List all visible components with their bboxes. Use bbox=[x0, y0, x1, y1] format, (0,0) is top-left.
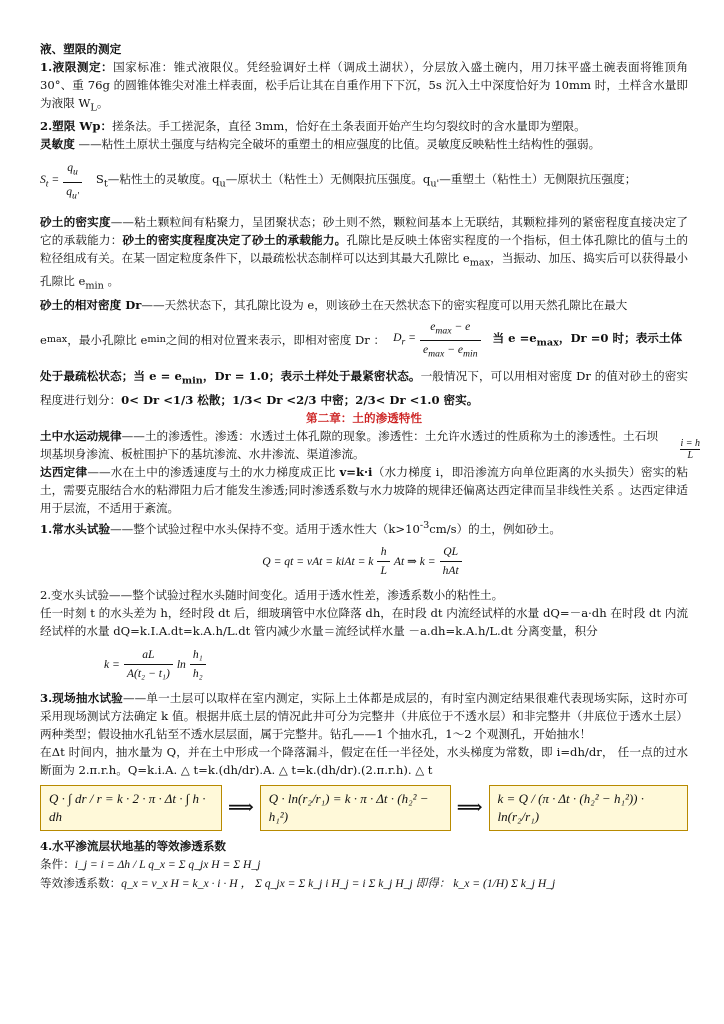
dr-condition: 当 $e =e_{max}$，Dr =0 时；表示土体 bbox=[492, 330, 683, 349]
field-test-label: 3.现场抽水试验 bbox=[40, 691, 123, 706]
darcy-label: 达西定律 bbox=[40, 464, 88, 479]
st-lhs: $S_t$ = bbox=[40, 172, 60, 190]
permeability-result-box: k = Q / (π · Δt · (h₂² − h₁²)) · ln(r₂/r₁) bbox=[489, 785, 688, 831]
st-description: $S_t—$粘性土的灵敏度。$q_u—$原状土（粘性土）无侧限抗压强度。$q_{u'}—$重塑土（粘性土）无侧限抗压强度； bbox=[95, 172, 637, 190]
water-law-paragraph: 土中水运动规律——土的渗透性。渗透：水透过土体孔隙的现象。渗透性：土允许水透过的性质称为土的渗透性。土石坝坝基坝身渗流、板桩围护下的基坑渗流、水井渗流、渠道渗流。 bbox=[40, 428, 658, 461]
water-law-label: 土中水运动规律 bbox=[40, 428, 122, 443]
sand-density-label: 砂土的密实度 bbox=[40, 214, 111, 229]
field-test-derivation: 在Δt 时间内，抽水量为 Q，并在土中形成一个降落漏斗，假定在任一半径处，水头梯度为常数，即 i=dh/dr， 任一点的过水断面为 2.π.r.h。Q=k.i.A. △ t=k.(dh/dr).A. △ t=k.(dh/dr).(2.π.r.h). △ t bbox=[40, 745, 688, 778]
plastic-limit-paragraph bbox=[40, 117, 688, 135]
section-title-limits: 液、塑限的测定 bbox=[40, 42, 122, 56]
constant-head-label: 1.常水头试验 bbox=[40, 521, 111, 536]
dr-lhs: $D_r$ = bbox=[393, 331, 417, 348]
layered-equivalent: 等效渗透系数：q_x = v_x H = k_x · i · H ， Σ q_jx = Σ k_j i H_j = i Σ k_j H_j 即得： k_x = (1/H) Σ k_j H_j bbox=[40, 876, 556, 891]
double-arrow-icon: ⟹ bbox=[227, 797, 254, 819]
relative-density-label: 砂土的相对密度 Dr bbox=[40, 297, 142, 312]
field-test-paragraph: 3.现场抽水试验——单一土层可以取样在室内测定，实际上土体都是成层的，有时室内测定结果很难代表现场实际，这时亦可采用现场测试方法确定 k 值。根据井底土层的情况此井可分为完整井（井底位于不透水层）和非完整井（井底位于透水土层）两种类型；假设抽水孔钻至不透水层层面，属于完整井。钻孔——1 个抽水孔，1～2 个观测孔，开始抽水！ bbox=[40, 691, 688, 742]
plastic-limit-label: 2.塑限 Wp： bbox=[40, 119, 113, 134]
relative-density-paragraph: 砂土的相对密度 Dr——天然状态下，其孔隙比设为 e，则该砂土在天然状态下的密实程度可以用天然孔隙比在最大 bbox=[40, 297, 628, 312]
variable-head-derivation: 任一时刻 t 的水头差为 h，经时段 dt 后，细玻璃管中水位降落 dh，在时段 dt 内流经试样的水量 dQ=－a·dh 在时段 dt 内流经试样的水量 dQ=k.I.A.dt=k.A.h/L.dt 管内减少水量＝流经试样水量 －a.dh=k.A.h/L.dt 分离变量，积分 bbox=[40, 606, 688, 639]
integral-equation-box: Q · ∫ dr / r = k · 2 · π · Δt · ∫ h · dh bbox=[40, 785, 222, 831]
variable-head-paragraph: 2.变水头试验——整个试验过程水头随时间变化。适用于透水性差，渗透系数小的粘性土。 bbox=[40, 588, 504, 603]
layered-permeability-title: 4.水平渗流层状地基的等效渗透系数 bbox=[40, 839, 227, 854]
liquid-limit-sub: L bbox=[90, 102, 97, 114]
relative-density-formula-row: e max ，最小孔隙比 e min 之间的相对位置来表示，即相对密度 Dr ： $D_r$ = $\frac{e_{max} - e}{e_{max} - e_{min}}$ 当 $e =e_{max}$，Dr =0 时；表示土体 bbox=[40, 318, 688, 364]
double-arrow-icon: ⟹ bbox=[456, 797, 483, 819]
constant-head-paragraph: 1.常水头试验——整个试验过程中水头保持不变。适用于透水性大$(k>10^{-3}cm/s)$的土，例如砂土。 bbox=[40, 519, 561, 536]
darcy-paragraph: 达西定律——水在土中的渗透速度与土的水力梯度成正比 v=k·i（水力梯度 i，即沿渗流方向单位距离的水头损失）密实的粘土，需要克服结合水的粘滞阻力后才能发生渗透;同时渗透系数与水力坡降的规律还偏离达西定律而呈非线性关系 。达西定律适用于层流，不适用于紊流。 bbox=[40, 464, 688, 515]
liquid-limit-label: 1.液限测定： bbox=[40, 60, 114, 74]
dr-fraction: $\frac{e_{max} - e}{e_{max} - e_{min}}$ bbox=[420, 318, 481, 364]
liquid-limit-paragraph bbox=[40, 58, 688, 117]
variable-head-label: 2.变水头试验 bbox=[40, 588, 110, 603]
chapter-2-title: 第二章：土的渗透特性 bbox=[306, 410, 422, 425]
field-test-formula-boxes bbox=[40, 785, 688, 831]
sensitivity-formula-row bbox=[40, 159, 688, 205]
sensitivity-label: 灵敏度 bbox=[40, 137, 75, 152]
hydraulic-gradient-note: i = h L bbox=[680, 438, 700, 461]
plastic-limit-text: 搓条法。手工搓泥条，直径 3mm，恰好在土条表面开始产生均匀裂纹时的含水量即为塑限。 bbox=[112, 119, 586, 134]
document-page bbox=[40, 40, 688, 893]
constant-head-formula: Q = qt = vAt = kiAt = k $\frac{h}{L}$ At ⇒ k = $\frac{QL}{\text{hAt}}$ bbox=[40, 543, 688, 580]
sensitivity-paragraph bbox=[40, 135, 688, 153]
liquid-limit-text: 国家标准：锥式液限仪。凭经验调好土样（调成土湖状），分层放入盛土碗内，用刀抹平盛土碗表面将锥顶角 30°、重 76g 的圆锥体锥尖对准土样表面，松手后让其在自重作用下下沉，5s 沉入土中深度恰好为 10mm 时，土样含水量即为液限 W bbox=[40, 60, 688, 110]
liquid-limit-end: 。 bbox=[96, 96, 109, 110]
sensitivity-text: ——粘性土原状土强度与结构完全破坏的重塑土的相应强度的比值。灵敏度反映粘性土结构性的强弱。 bbox=[74, 137, 601, 152]
layered-condition: 条件：i_j = i = Δh / L q_x = Σ q_jx H = Σ H_j bbox=[40, 857, 261, 872]
integrated-equation-box: Q · ln(r₂/r₁) = k · π · Δt · (h₂² − h₁²) bbox=[260, 785, 451, 831]
st-fraction: $\frac{q_u}{q_{u'}}$ bbox=[63, 159, 82, 205]
sand-density-paragraph: 砂土的密实度——粘土颗粒间有粘聚力，呈团聚状态；砂土则不然，颗粒间基本上无联结，其颗粒排列的紧密程度直接决定了它的承载能力：砂土的密实度程度决定了砂土的承载能力。孔隙比是反映土体密实程度的一个指标，但土体孔隙比的值与土的粒径组成有关。在某一固定粒度条件下，以最疏松状态制样可以达到其最大孔隙比 $e_{max}$，当振动、加压、捣实后可以获得最小孔隙比 $e_{min}$ 。 bbox=[40, 214, 688, 292]
variable-head-formula: k = $\frac{aL}{\text{A(t₂ − t₁)}}$ ln $\frac{\text{h₁}}{\text{h₂}}$ bbox=[104, 646, 688, 683]
relative-density-classification: 处于最疏松状态；当 $e = e_{min}$，Dr = 1.0；表示土样处于最紧密状态。一般情况下，可以用相对密度 Dr 的值对砂土的密实程度进行划分：0< Dr <1/3 松散；1/3< Dr <2/3 中密；2/3< Dr <1.0 密实。 bbox=[40, 369, 689, 407]
